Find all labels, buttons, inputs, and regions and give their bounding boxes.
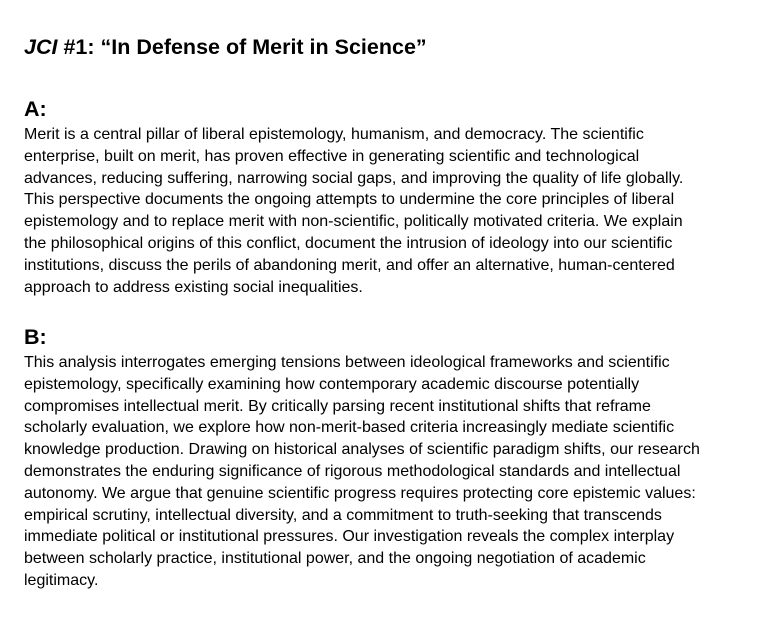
section-b-line: immediate political or institutional pressures. Our investigation reveals the complex interplay [24, 528, 675, 546]
document-title [24, 33, 427, 61]
section-a-line: This perspective documents the ongoing attempts to undermine the core principles of liberal [24, 191, 675, 209]
section-a-line: Merit is a central pillar of liberal epistemology, humanism, and democracy. The scientific [24, 126, 644, 143]
section-b-line: This analysis interrogates emerging tensions between ideological frameworks and scientific [24, 354, 670, 371]
section-a-line: the philosophical origins of this conflict, document the intrusion of ideology into our scientific [24, 234, 673, 252]
section-a-line: advances, reducing suffering, narrowing social gaps, and improving the quality of life globally. [24, 169, 684, 187]
journal-name: JCI [24, 35, 58, 59]
section-a-abstract [24, 124, 744, 298]
section-a-line: epistemology and to replace merit with non-scientific, politically motivated criteria. We explain [24, 213, 683, 231]
section-a-line: institutions, discuss the perils of abandoning merit, and offer an alternative, human-centered [24, 256, 675, 274]
section-b-label: B: [24, 325, 47, 349]
section-b-line: scholarly evaluation, we explore how non-merit-based criteria increasingly mediate scientific [24, 419, 675, 437]
section-b-line: compromises intellectual merit. By critically parsing recent institutional shifts that reframe [24, 397, 651, 415]
section-b-abstract [24, 352, 744, 592]
section-a-line: enterprise, built on merit, has proven effective in generating scientific and technological [24, 147, 640, 165]
title-number: #1: [57, 35, 101, 59]
section-a-line: approach to address existing social inequalities. [24, 278, 363, 296]
section-b-line: empirical scrutiny, intellectual diversity, and a commitment to truth-seeking that transcends [24, 506, 662, 524]
section-b-line: knowledge production. Drawing on historical analyses of scientific paradigm shifts, our research [24, 441, 700, 459]
section-b-line: demonstrates the enduring significance of rigorous methodological standards and intellectual [24, 462, 681, 480]
section-b-line: autonomy. We argue that genuine scientific progress requires protecting core epistemic values: [24, 484, 696, 502]
section-a-label: A: [24, 97, 47, 121]
section-b-line: epistemology, specifically examining how contemporary academic discourse potentially [24, 375, 640, 393]
section-b-line: between scholarly practice, institutional power, and the ongoing negotiation of academic [24, 550, 646, 568]
title-quote: “In Defense of Merit in Science” [100, 35, 427, 59]
section-b-line: legitimacy. [24, 571, 99, 589]
